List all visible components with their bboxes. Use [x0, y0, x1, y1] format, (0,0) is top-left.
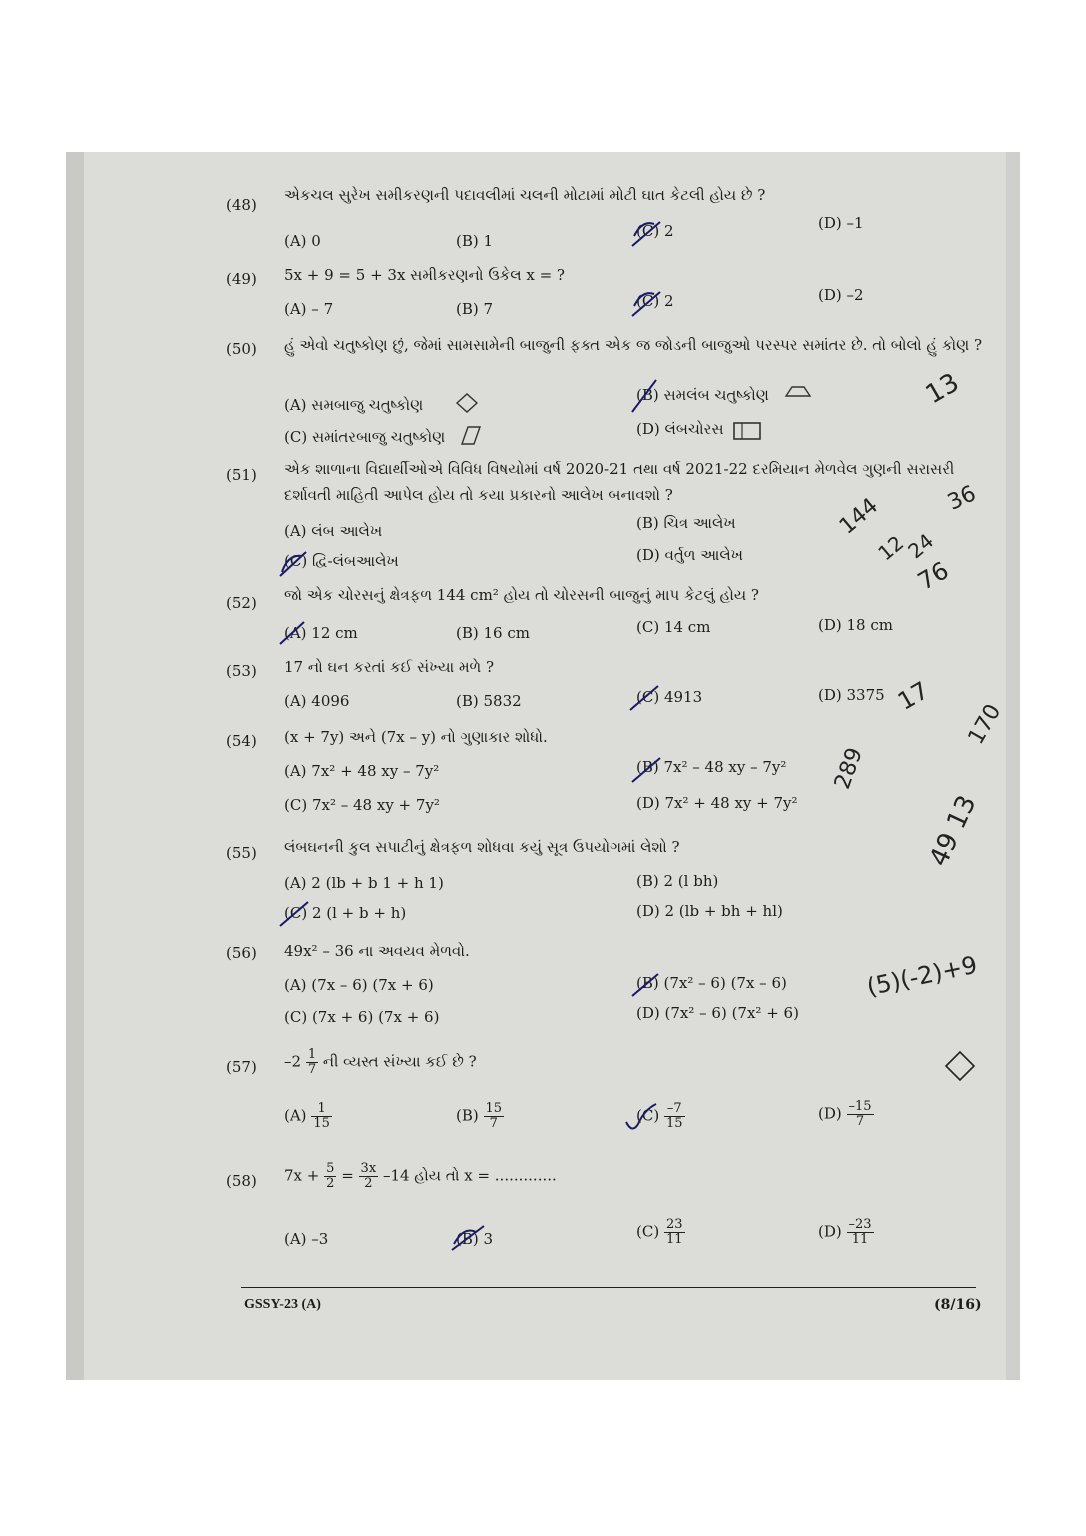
mixed-fraction: $\frac{1}{7}$ [307, 1047, 317, 1077]
question-text: (x + 7y) અને (7x – y) નો ગુણાકાર શોધો. [284, 728, 548, 746]
option-d[interactable]: (D) $\frac{-23}{11}$ [818, 1217, 872, 1247]
option-b[interactable]: (B) 7x² – 48 xy – 7y² [636, 758, 787, 776]
option-c[interactable]: (C) 2 (l + b + h) [284, 904, 407, 922]
question-text: 5x + 9 = 5 + 3x સમીકરણનો ઉકેલ x = ? [284, 266, 565, 284]
option-b[interactable]: (B) 7 [456, 300, 494, 318]
option-b[interactable]: (B) ચિત્ર આલેખ [636, 514, 736, 532]
question-number: (51) [226, 466, 257, 484]
paper-code: GSSY-23 (A) [244, 1297, 321, 1312]
question-text: જો એક ચોરસનું ક્ષેત્રફળ 144 cm² હોય તો ચોરસની બાજુનું માપ કેટલું હોય ? [284, 586, 759, 604]
option-a[interactable]: (A) લંબ આલેખ [284, 522, 383, 540]
question-text: 17 નો ઘન કરતાં કઈ સંખ્યા મળે ? [284, 658, 495, 676]
option-a[interactable]: (A) $\frac{1}{15}$ [284, 1101, 330, 1131]
footer-rule [241, 1287, 976, 1288]
question-text: –2 $\frac{1}{7}$ ની વ્યસ્ત સંખ્યા કઈ છે ? [284, 1047, 477, 1077]
question-text: હું એવો ચતુષ્કોણ છું, જેમાં સામસામેની બાજુની ફક્ત એક જ જોડની બાજુઓ પરસ્પર સમાંતર છે. તો બોલો હું કોણ ? [284, 336, 983, 354]
option-d[interactable]: (D) વર્તુળ આલેખ [636, 546, 744, 564]
option-d[interactable]: (D) 2 (lb + bh + hl) [636, 902, 783, 920]
question-number: (53) [226, 662, 257, 680]
option-d[interactable]: (D) 18 cm [818, 616, 893, 634]
page-number: (8/16) [934, 1297, 982, 1313]
option-d[interactable]: (D) –2 [818, 286, 864, 304]
option-c[interactable]: (C) 2 [636, 222, 674, 240]
option-c[interactable]: (C) 14 cm [636, 618, 711, 636]
option-b[interactable]: (B) 2 (l bh) [636, 872, 719, 890]
option-b[interactable]: (B) 3 [456, 1230, 494, 1248]
option-c[interactable]: (C) દ્વિ-લંબઆલેખ [284, 552, 399, 570]
question-number: (48) [226, 196, 257, 214]
question-text: 7x + $\frac{5}{2}$ = $\frac{3x}{2}$ –14 હોય તો x = ............. [284, 1161, 557, 1191]
option-a[interactable]: (A) 12 cm [284, 624, 358, 642]
option-c[interactable]: (C) 4913 [636, 688, 703, 706]
rough-work: 13 144 36 12 24 76 289 17 170 49 13 (5)(-2)+9 [830, 367, 1007, 1002]
option-c[interactable]: (C) 7x² – 48 xy + 7y² [284, 796, 440, 814]
question-number: (52) [226, 594, 257, 612]
question-number: (57) [226, 1058, 257, 1076]
option-b[interactable]: (B) 1 [456, 232, 494, 250]
option-c[interactable]: (C) સમાંતરબાજુ ચતુષ્કોણ [284, 428, 446, 446]
option-b[interactable]: (B) $\frac{15}{7}$ [456, 1101, 503, 1131]
option-a[interactable]: (A) સમબાજુ ચતુષ્કોણ [284, 396, 424, 414]
option-c[interactable]: (C) 2 [636, 292, 674, 310]
question-number: (58) [226, 1172, 257, 1190]
option-d[interactable]: (D) 3375 [818, 686, 885, 704]
option-a[interactable]: (A) 0 [284, 232, 321, 250]
option-a[interactable]: (A) – 7 [284, 300, 334, 318]
option-d[interactable]: (D) $\frac{-15}{7}$ [818, 1099, 872, 1129]
question-text: લંબઘનની કુલ સપાટીનું ક્ષેત્રફળ શોધવા કયું સૂત્ર ઉપયોગમાં લેશો ? [284, 838, 680, 856]
option-a[interactable]: (A) 2 (lb + b 1 + h 1) [284, 874, 444, 892]
option-d[interactable]: (D) (7x² – 6) (7x² + 6) [636, 1004, 799, 1022]
option-d[interactable]: (D) –1 [818, 214, 864, 232]
option-c[interactable]: (C) $\frac{23}{11}$ [636, 1217, 683, 1247]
question-number: (55) [226, 844, 257, 862]
option-a[interactable]: (A) 4096 [284, 692, 350, 710]
option-a[interactable]: (A) (7x – 6) (7x + 6) [284, 976, 434, 994]
question-number: (50) [226, 340, 257, 358]
option-b[interactable]: (B) સમલંબ ચતુષ્કોણ [636, 386, 769, 404]
option-a[interactable]: (A) 7x² + 48 xy – 7y² [284, 762, 440, 780]
option-b[interactable]: (B) 5832 [456, 692, 522, 710]
exam-sheet [66, 152, 1020, 1380]
question-text: એક શાળાના વિદ્યાર્થીઓએ વિવિધ વિષયોમાં વર્ષ 2020-21 તથા વર્ષ 2021-22 દરમિયાન મેળવેલ ગુણની સરાસરી દર્શાવતી માહિતી આપેલ હોય તો કયા પ્રકારનો આલેખ બનાવશો ? [284, 460, 955, 504]
option-c[interactable]: (C) (7x + 6) (7x + 6) [284, 1008, 440, 1026]
question-text: 49x² – 36 ના અવયવ મેળવો. [284, 942, 470, 960]
question-number: (49) [226, 270, 257, 288]
option-b[interactable]: (B) (7x² – 6) (7x – 6) [636, 974, 787, 992]
mixed-whole: –2 [284, 1052, 302, 1071]
option-c[interactable]: (C) $\frac{-7}{15}$ [636, 1101, 683, 1131]
option-a[interactable]: (A) –3 [284, 1230, 329, 1248]
option-b[interactable]: (B) 16 cm [456, 624, 530, 642]
question-text: એકચલ સુરેખ સમીકરણની પદાવલીમાં ચલની મોટામાં મોટી ઘાત કેટલી હોય છે ? [284, 186, 766, 204]
option-d[interactable]: (D) લંબચોરસ [636, 420, 724, 438]
question-number: (54) [226, 732, 257, 750]
option-d[interactable]: (D) 7x² + 48 xy + 7y² [636, 794, 798, 812]
question-number: (56) [226, 944, 257, 962]
